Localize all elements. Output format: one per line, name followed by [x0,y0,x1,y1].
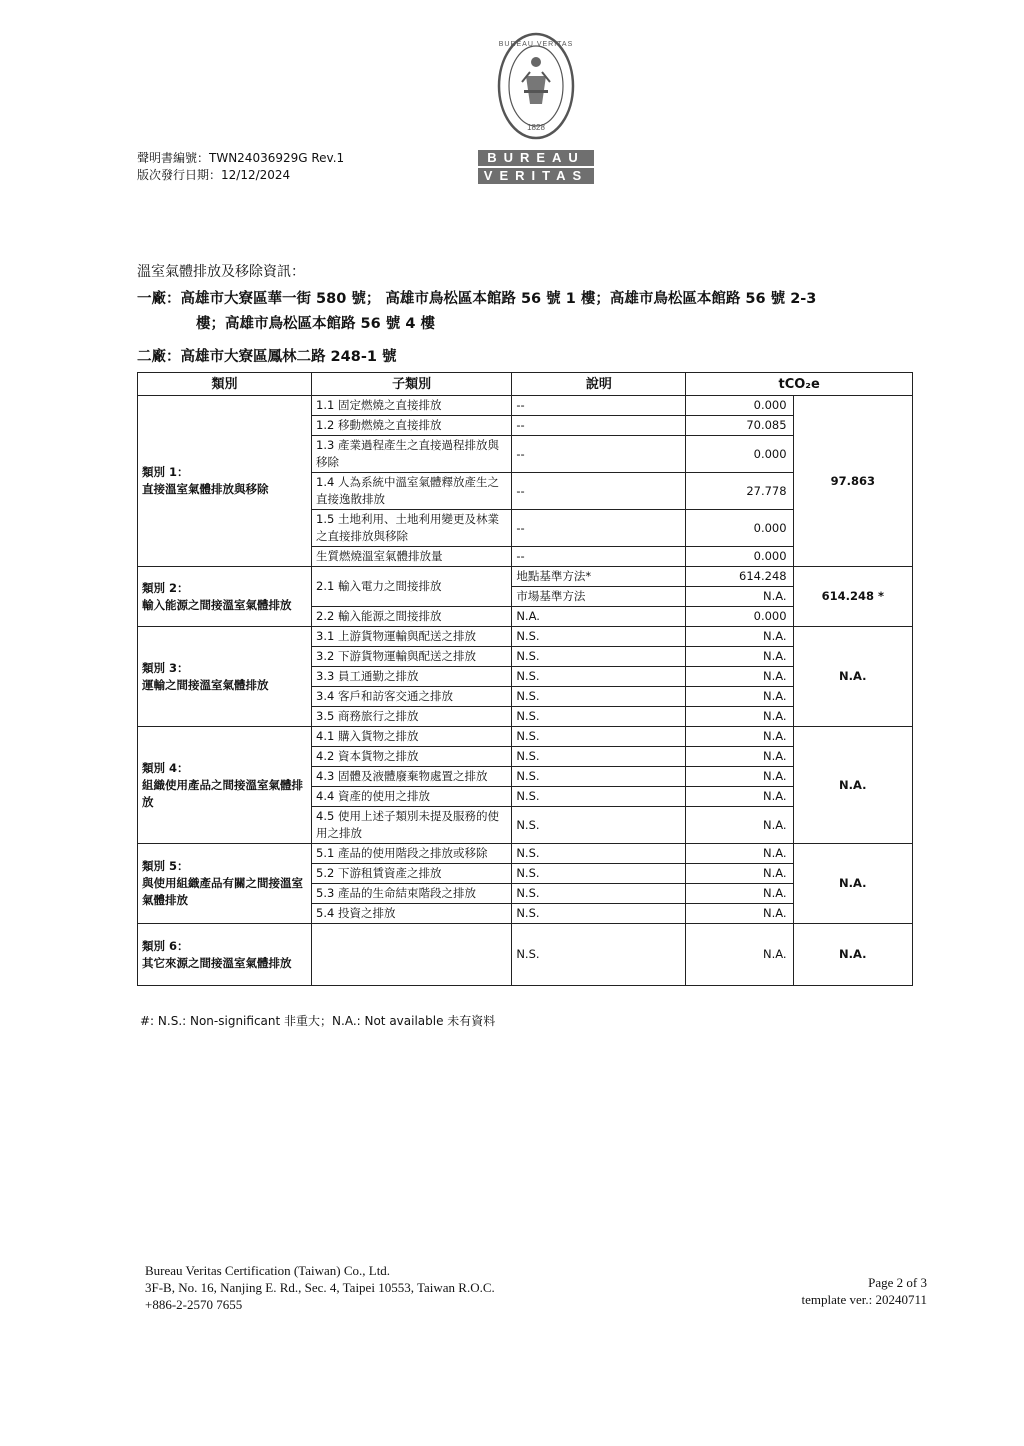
value-cell: N.A. [686,627,793,647]
footer-address: 3F-B, No. 16, Nanjing E. Rd., Sec. 4, Taipei 10553, Taiwan R.O.C. [145,1280,495,1295]
subcategory-cell: 4.1 購入貨物之排放 [312,727,512,747]
description-cell: N.S. [512,844,686,864]
description-cell: N.S. [512,647,686,667]
description-cell: N.S. [512,747,686,767]
table-row [138,627,913,647]
subcategory-cell: 3.3 員工通勤之排放 [312,667,512,687]
value-cell: N.A. [686,787,793,807]
value-cell: 70.085 [686,416,793,436]
category-1-label: 類別 1： 直接溫室氣體排放與移除 [138,396,312,567]
category-5-total: N.A. [793,844,912,924]
value-cell: N.A. [686,667,793,687]
description-cell: N.S. [512,924,686,986]
footer-company: Bureau Veritas Certification (Taiwan) Co., Ltd. [145,1263,391,1278]
section-title: 溫室氣體排放及移除資訊： [137,264,305,280]
value-cell: N.A. [686,924,793,986]
table-row [138,396,913,416]
description-cell: -- [512,396,686,416]
table-row [138,567,913,587]
subcategory-cell: 5.4 投資之排放 [312,904,512,924]
header-category: 類別 [138,373,312,396]
value-cell: N.A. [686,687,793,707]
subcategory-cell: 1.2 移動燃燒之直接排放 [312,416,512,436]
category-2-label: 類別 2： 輸入能源之間接溫室氣體排放 [138,567,312,627]
category-1-total: 97.863 [793,396,912,567]
description-cell: N.S. [512,904,686,924]
svg-text:1828: 1828 [527,123,545,132]
value-cell: N.A. [686,884,793,904]
header-subcategory: 子類別 [312,373,512,396]
value-cell: 0.000 [686,510,793,547]
description-cell: N.S. [512,627,686,647]
description-cell: N.S. [512,687,686,707]
subcategory-cell: 4.2 資本貨物之排放 [312,747,512,767]
bureau-veritas-seal-icon [496,32,576,144]
value-cell: N.A. [686,767,793,787]
description-cell: N.A. [512,607,686,627]
value-cell: 0.000 [686,607,793,627]
subcategory-cell: 5.2 下游租賃資產之排放 [312,864,512,884]
table-row [138,844,913,864]
description-cell: -- [512,547,686,567]
category-4-label: 類別 4： 組織使用產品之間接溫室氣體排放 [138,727,312,844]
plant1-address-line2: 樓；高雄市鳥松區本館路 56 號 4 樓 [196,316,435,332]
value-cell: 0.000 [686,436,793,473]
subcategory-cell [312,924,512,986]
description-cell: 地點基準方法* [512,567,686,587]
category-3-total: N.A. [793,627,912,727]
value-cell: N.A. [686,707,793,727]
description-cell: N.S. [512,807,686,844]
plant1-address-line1: 一廠：高雄市大寮區華一街 580 號； 高雄市鳥松區本館路 56 號 1 樓；高雄市鳥松區本館路 56 號 2-3 [137,291,817,307]
subcategory-cell: 3.1 上游貨物運輸與配送之排放 [312,627,512,647]
description-cell: N.S. [512,864,686,884]
value-cell: 0.000 [686,547,793,567]
footnote: #: N.S.: Non-significant 非重大；N.A.: Not available 未有資料 [140,1014,496,1028]
description-cell: -- [512,436,686,473]
logo-bar-bureau: BUREAU [478,150,594,166]
subcategory-cell: 4.3 固體及液體廢棄物處置之排放 [312,767,512,787]
page-number: Page 2 of 3 [868,1275,927,1290]
subcategory-cell: 3.4 客戶和訪客交通之排放 [312,687,512,707]
ghg-emissions-table [137,372,913,986]
subcategory-cell: 3.2 下游貨物運輸與配送之排放 [312,647,512,667]
plant2-address: 二廠：高雄市大寮區鳳林二路 248-1 號 [137,349,397,365]
description-cell: N.S. [512,787,686,807]
description-cell: 市場基準方法 [512,587,686,607]
svg-text:BUREAU VERITAS: BUREAU VERITAS [498,41,574,48]
certificate-number: 聲明書編號：TWN24036929G Rev.1 [137,151,345,165]
description-cell: -- [512,510,686,547]
value-cell: N.A. [686,647,793,667]
subcategory-cell: 2.2 輸入能源之間接排放 [312,607,512,627]
logo-bar-veritas: VERITAS [478,168,594,184]
value-cell: N.A. [686,747,793,767]
subcategory-cell: 1.5 土地利用、土地利用變更及林業之直接排放與移除 [312,510,512,547]
header-tco2e: tCO₂e [686,373,913,396]
value-cell: N.A. [686,864,793,884]
issue-date: 版次發行日期：12/12/2024 [137,168,291,182]
subcategory-cell: 5.3 產品的生命結束階段之排放 [312,884,512,904]
description-cell: -- [512,416,686,436]
subcategory-cell: 1.3 產業過程產生之直接過程排放與移除 [312,436,512,473]
template-version: template ver.: 20240711 [801,1292,927,1307]
category-3-label: 類別 3： 運輸之間接溫室氣體排放 [138,627,312,727]
subcategory-cell: 生質燃燒溫室氣體排放量 [312,547,512,567]
value-cell: N.A. [686,727,793,747]
category-6-total: N.A. [793,924,912,986]
subcategory-cell: 5.1 產品的使用階段之排放或移除 [312,844,512,864]
subcategory-cell: 4.5 使用上述子類別未提及服務的使用之排放 [312,807,512,844]
description-cell: N.S. [512,707,686,727]
subcategory-cell: 2.1 輸入電力之間接排放 [312,567,512,607]
header-description: 說明 [512,373,686,396]
value-cell: 27.778 [686,473,793,510]
value-cell: N.A. [686,844,793,864]
table-header-row [138,373,913,396]
table-row [138,727,913,747]
category-6-label: 類別 6： 其它來源之間接溫室氣體排放 [138,924,312,986]
category-2-total: 614.248 * [793,567,912,627]
footer-phone: +886-2-2570 7655 [145,1297,243,1312]
bureau-veritas-logo [478,32,594,192]
subcategory-cell: 4.4 資產的使用之排放 [312,787,512,807]
subcategory-cell: 1.4 人為系統中溫室氣體釋放產生之直接逸散排放 [312,473,512,510]
description-cell: N.S. [512,667,686,687]
value-cell: 614.248 [686,567,793,587]
subcategory-cell: 1.1 固定燃燒之直接排放 [312,396,512,416]
subcategory-cell: 3.5 商務旅行之排放 [312,707,512,727]
value-cell: N.A. [686,807,793,844]
value-cell: N.A. [686,587,793,607]
value-cell: N.A. [686,904,793,924]
category-4-total: N.A. [793,727,912,844]
table-row [138,924,913,986]
description-cell: -- [512,473,686,510]
category-5-label: 類別 5： 與使用組織產品有關之間接溫室氣體排放 [138,844,312,924]
description-cell: N.S. [512,884,686,904]
description-cell: N.S. [512,767,686,787]
value-cell: 0.000 [686,396,793,416]
description-cell: N.S. [512,727,686,747]
